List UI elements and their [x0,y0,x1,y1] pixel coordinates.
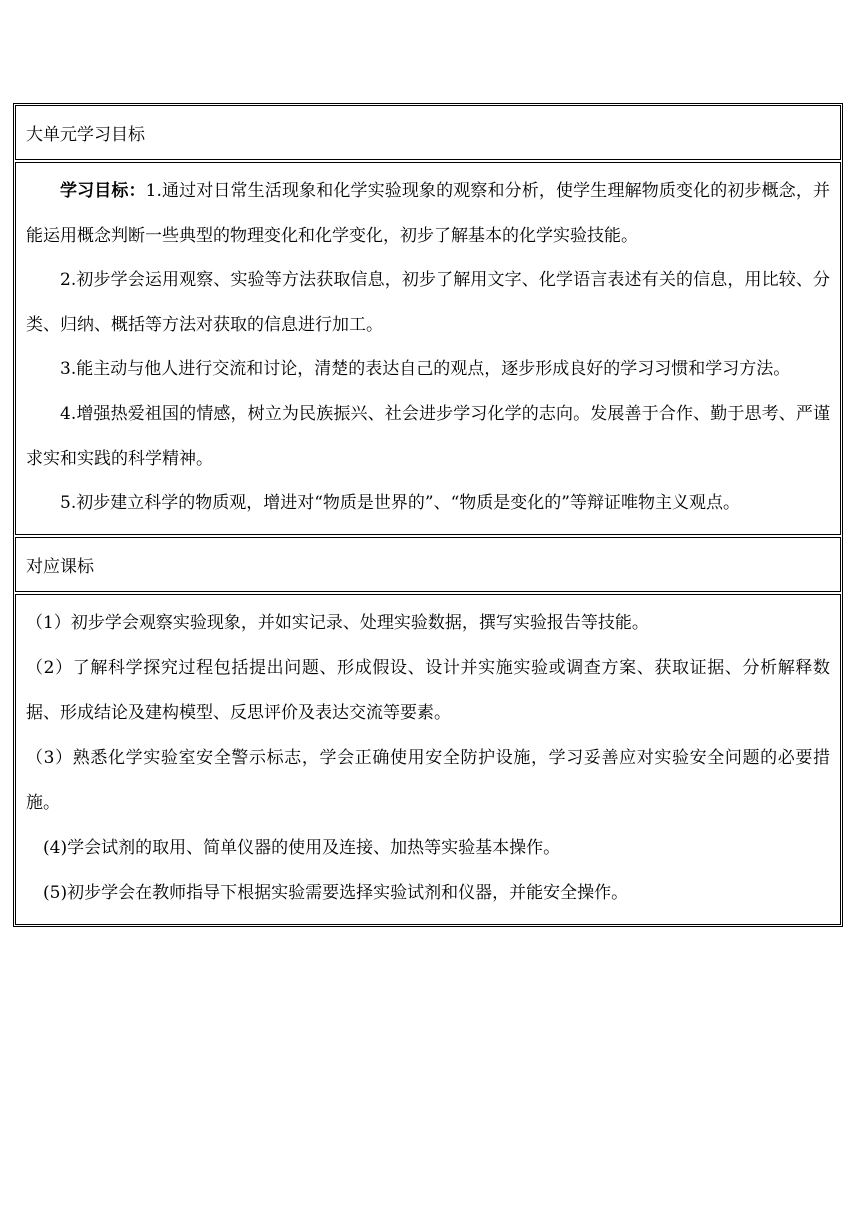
standards-header-cell [15,537,841,592]
standard-item-1: （1）初步学会观察实验现象，并如实记录、处理实验数据，撰写实验报告等技能。 [26,612,649,633]
goals-header: 大单元学习目标 [26,125,145,145]
goal-text-1: 1.通过对日常生活现象和化学实验现象的观察和分析，使学生理解物质变化的初步概念，并能运用概念判断一些典型的物理变化和化学变化，初步了解基本的化学实验技能。 [26,181,831,246]
goals-label: 学习目标： [60,181,146,201]
goals-cell [15,162,841,535]
goals-header-cell [15,105,841,160]
goal-item-4: 4.增强热爱祖国的情感，树立为民族振兴、社会进步学习化学的志向。发展善于合作、勤于思考、严谨求实和实践的科学精神。 [26,403,830,469]
goal-item-1 [26,169,830,258]
standard-item-2: （2）了解科学探究过程包括提出问题、形成假设、设计并实施实验或调查方案、获取证据、分析解释数据、形成结论及建构模型、反思评价及表达交流等要素。 [26,657,830,723]
document-table [13,103,843,927]
standard-item-4: (4)学会试剂的取用、简单仪器的使用及连接、加热等实验基本操作。 [43,837,561,858]
goal-item-2: 2.初步学会运用观察、实验等方法获取信息，初步了解用文字、化学语言表述有关的信息，用比较、分类、归纳、概括等方法对获取的信息进行加工。 [26,270,830,335]
standard-item-5: (5)初步学会在教师指导下根据实验需要选择实验试剂和仪器，并能安全操作。 [43,882,629,903]
goal-item-3: 3.能主动与他人进行交流和讨论，清楚的表达自己的观点，逐步形成良好的学习习惯和学习方法。 [60,359,791,380]
standard-item-3: （3）熟悉化学实验室安全警示标志，学会正确使用安全防护设施，学习妥善应对实验安全问题的必要措施。 [26,747,830,813]
goal-item-5: 5.初步建立科学的物质观，增进对“物质是世界的”、“物质是变化的”等辩证唯物主义观点。 [60,493,740,514]
standards-cell [15,594,841,925]
standards-header: 对应课标 [26,556,94,577]
